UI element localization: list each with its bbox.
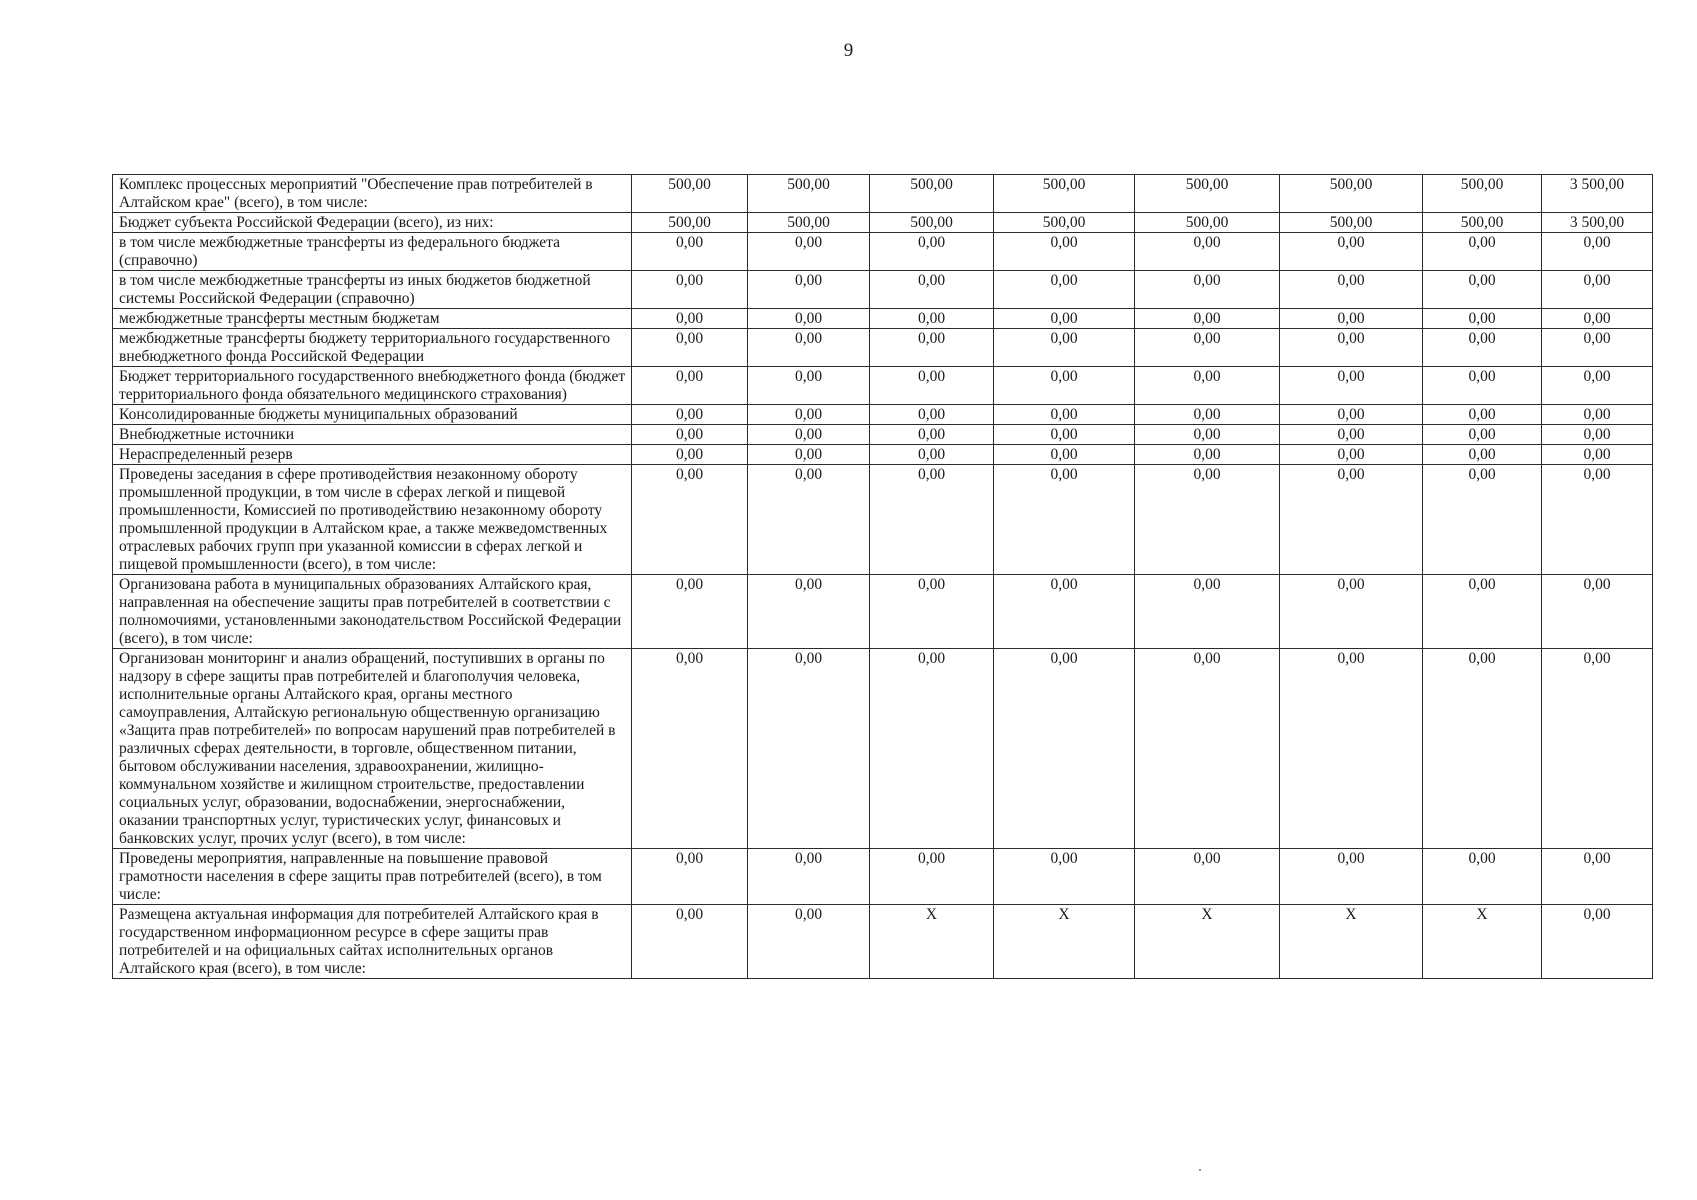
table-row	[113, 445, 1653, 465]
value-cell: 0,00	[1423, 233, 1542, 271]
value-cell: 500,00	[870, 175, 994, 213]
value-cell: 500,00	[1423, 213, 1542, 233]
value-cell: 500,00	[1135, 213, 1280, 233]
value-cell: 500,00	[870, 213, 994, 233]
value-cell: 0,00	[870, 445, 994, 465]
value-cell: 0,00	[1542, 649, 1653, 849]
value-cell: 0,00	[748, 271, 870, 309]
row-label: Нераспределенный резерв	[113, 445, 632, 465]
value-cell: 0,00	[748, 575, 870, 649]
value-cell: 500,00	[748, 175, 870, 213]
scan-speck	[1199, 1169, 1201, 1171]
value-cell: 0,00	[1280, 271, 1423, 309]
value-cell: 0,00	[1135, 329, 1280, 367]
value-cell: 500,00	[994, 175, 1135, 213]
row-label: Консолидированные бюджеты муниципальных образований	[113, 405, 632, 425]
value-cell: 0,00	[1423, 329, 1542, 367]
value-cell: 0,00	[748, 309, 870, 329]
page-number: 9	[843, 40, 854, 61]
value-cell: 0,00	[1423, 575, 1542, 649]
value-cell: 0,00	[1542, 445, 1653, 465]
row-label: Организована работа в муниципальных образованиях Алтайского края, направленная на обеспечение защиты прав потребителей в соответствии с полномочиями, установленными законодательством Российской Федерации (всего), в том числе:	[113, 575, 632, 649]
value-cell: 0,00	[1542, 425, 1653, 445]
table-row	[113, 465, 1653, 575]
value-cell: 0,00	[994, 575, 1135, 649]
value-cell: 0,00	[632, 233, 748, 271]
value-cell: 0,00	[994, 445, 1135, 465]
value-cell: 0,00	[1423, 445, 1542, 465]
value-cell: 0,00	[1280, 649, 1423, 849]
value-cell: 500,00	[632, 213, 748, 233]
value-cell: 0,00	[1542, 849, 1653, 905]
value-cell: 0,00	[1280, 465, 1423, 575]
value-cell: 0,00	[632, 405, 748, 425]
value-cell: 0,00	[870, 405, 994, 425]
value-cell: 3 500,00	[1542, 213, 1653, 233]
table-row	[113, 575, 1653, 649]
value-cell: 500,00	[994, 213, 1135, 233]
value-cell: 0,00	[1423, 465, 1542, 575]
value-cell: 0,00	[748, 649, 870, 849]
value-cell: 0,00	[994, 849, 1135, 905]
value-cell: 0,00	[632, 465, 748, 575]
table-row	[113, 649, 1653, 849]
value-cell: 0,00	[748, 849, 870, 905]
value-cell: 0,00	[748, 233, 870, 271]
value-cell: 0,00	[1135, 465, 1280, 575]
row-label: Организован мониторинг и анализ обращений, поступивших в органы по надзору в сфере защиты прав потребителей и благополучия человека, исполнительные органы Алтайского края, органы местного самоуправления, Алтайскую региональную общественную организацию «Защита прав потребителей» по вопросам нарушений прав потребителей в различных сферах деятельности, в торговле, общественном питании, бытовом обслуживании населения, здравоохранении, жилищно-коммунальном хозяйстве и жилищном строительстве, предоставлении социальных услуг, образовании, водоснабжении, энергоснабжении, оказании транспортных услуг, туристических услуг, финансовых и банковских услуг, прочих услуг (всего), в том числе:	[113, 649, 632, 849]
value-cell: 0,00	[870, 329, 994, 367]
value-cell: 0,00	[748, 425, 870, 445]
table-row	[113, 309, 1653, 329]
value-cell: 0,00	[1135, 405, 1280, 425]
value-cell: X	[1135, 905, 1280, 979]
table-row	[113, 849, 1653, 905]
value-cell: 0,00	[1280, 329, 1423, 367]
value-cell: 0,00	[632, 849, 748, 905]
value-cell: 0,00	[1542, 329, 1653, 367]
value-cell: 0,00	[1542, 367, 1653, 405]
value-cell: 0,00	[994, 367, 1135, 405]
value-cell: 0,00	[994, 233, 1135, 271]
value-cell: 0,00	[1280, 849, 1423, 905]
row-label: Бюджет территориального государственного внебюджетного фонда (бюджет территориального фонда обязательного медицинского страхования)	[113, 367, 632, 405]
value-cell: 0,00	[632, 309, 748, 329]
value-cell: 0,00	[748, 329, 870, 367]
row-label: Проведены мероприятия, направленные на повышение правовой грамотности населения в сфере защиты прав потребителей (всего), в том числе:	[113, 849, 632, 905]
value-cell: 0,00	[870, 271, 994, 309]
value-cell: 0,00	[632, 445, 748, 465]
table-row	[113, 271, 1653, 309]
value-cell: 0,00	[1135, 271, 1280, 309]
value-cell: 0,00	[632, 905, 748, 979]
value-cell: 0,00	[748, 367, 870, 405]
value-cell: 0,00	[994, 309, 1135, 329]
value-cell: 0,00	[748, 405, 870, 425]
row-label: межбюджетные трансферты местным бюджетам	[113, 309, 632, 329]
value-cell: 0,00	[1135, 309, 1280, 329]
value-cell: 0,00	[994, 425, 1135, 445]
value-cell: 0,00	[1542, 271, 1653, 309]
value-cell: 0,00	[870, 367, 994, 405]
table-row	[113, 329, 1653, 367]
value-cell: 0,00	[1423, 367, 1542, 405]
value-cell: 0,00	[1542, 905, 1653, 979]
table-row	[113, 367, 1653, 405]
row-label: Размещена актуальная информация для потребителей Алтайского края в государственном информационном ресурсе в сфере защиты прав потребителей и на официальных сайтах исполнительных органов Алтайского края (всего), в том числе:	[113, 905, 632, 979]
value-cell: 0,00	[870, 309, 994, 329]
value-cell: 500,00	[1280, 213, 1423, 233]
value-cell: 0,00	[1280, 367, 1423, 405]
value-cell: 0,00	[1542, 575, 1653, 649]
value-cell: 500,00	[1423, 175, 1542, 213]
value-cell: 0,00	[994, 465, 1135, 575]
table-row	[113, 175, 1653, 213]
row-label: Бюджет субъекта Российской Федерации (всего), из них:	[113, 213, 632, 233]
value-cell: 0,00	[1135, 233, 1280, 271]
value-cell: 0,00	[748, 905, 870, 979]
table-body	[113, 175, 1653, 979]
financing-table	[112, 174, 1653, 979]
value-cell: 0,00	[1542, 233, 1653, 271]
value-cell: 0,00	[632, 425, 748, 445]
value-cell: 500,00	[1135, 175, 1280, 213]
value-cell: 3 500,00	[1542, 175, 1653, 213]
value-cell: 0,00	[1542, 309, 1653, 329]
value-cell: 0,00	[1280, 425, 1423, 445]
value-cell: 0,00	[1423, 849, 1542, 905]
value-cell: 0,00	[1423, 649, 1542, 849]
value-cell: 0,00	[870, 649, 994, 849]
value-cell: 0,00	[1135, 575, 1280, 649]
value-cell: 0,00	[632, 329, 748, 367]
row-label: Проведены заседания в сфере противодействия незаконному обороту промышленной продукции, в том числе в сферах легкой и пищевой промышленности, Комиссией по противодействию незаконному обороту промышленной продукции в Алтайском крае, а также межведомственных отраслевых рабочих групп при указанной комиссии в сферах легкой и пищевой промышленности (всего), в том числе:	[113, 465, 632, 575]
value-cell: 0,00	[748, 465, 870, 575]
row-label: в том числе межбюджетные трансферты из федерального бюджета (справочно)	[113, 233, 632, 271]
table-row	[113, 213, 1653, 233]
value-cell: 0,00	[870, 233, 994, 271]
value-cell: X	[1423, 905, 1542, 979]
value-cell: 0,00	[1423, 309, 1542, 329]
row-label: Комплекс процессных мероприятий "Обеспечение прав потребителей в Алтайском крае" (всего), в том числе:	[113, 175, 632, 213]
value-cell: X	[1280, 905, 1423, 979]
value-cell: 0,00	[1542, 465, 1653, 575]
value-cell: 500,00	[748, 213, 870, 233]
value-cell: 0,00	[1542, 405, 1653, 425]
value-cell: 0,00	[994, 649, 1135, 849]
value-cell: 0,00	[1423, 425, 1542, 445]
value-cell: 0,00	[994, 405, 1135, 425]
value-cell: 500,00	[632, 175, 748, 213]
value-cell: 500,00	[1280, 175, 1423, 213]
table-row	[113, 233, 1653, 271]
value-cell: 0,00	[632, 271, 748, 309]
value-cell: 0,00	[632, 575, 748, 649]
value-cell: 0,00	[870, 465, 994, 575]
value-cell: 0,00	[1135, 367, 1280, 405]
value-cell: X	[870, 905, 994, 979]
value-cell: 0,00	[870, 849, 994, 905]
value-cell: 0,00	[632, 367, 748, 405]
value-cell: 0,00	[1423, 405, 1542, 425]
value-cell: 0,00	[1135, 649, 1280, 849]
value-cell: 0,00	[1423, 271, 1542, 309]
row-label: межбюджетные трансферты бюджету территориального государственного внебюджетного фонда Российской Федерации	[113, 329, 632, 367]
row-label: Внебюджетные источники	[113, 425, 632, 445]
table-row	[113, 405, 1653, 425]
value-cell: 0,00	[1280, 309, 1423, 329]
row-label: в том числе межбюджетные трансферты из иных бюджетов бюджетной системы Российской Федерации (справочно)	[113, 271, 632, 309]
table-row	[113, 905, 1653, 979]
value-cell: 0,00	[1135, 445, 1280, 465]
value-cell: 0,00	[994, 271, 1135, 309]
value-cell: 0,00	[748, 445, 870, 465]
value-cell: 0,00	[1280, 445, 1423, 465]
value-cell: 0,00	[632, 649, 748, 849]
value-cell: 0,00	[870, 575, 994, 649]
value-cell: X	[994, 905, 1135, 979]
value-cell: 0,00	[1280, 233, 1423, 271]
value-cell: 0,00	[1280, 575, 1423, 649]
value-cell: 0,00	[1135, 425, 1280, 445]
value-cell: 0,00	[1280, 405, 1423, 425]
value-cell: 0,00	[1135, 849, 1280, 905]
value-cell: 0,00	[994, 329, 1135, 367]
value-cell: 0,00	[870, 425, 994, 445]
table-row	[113, 425, 1653, 445]
